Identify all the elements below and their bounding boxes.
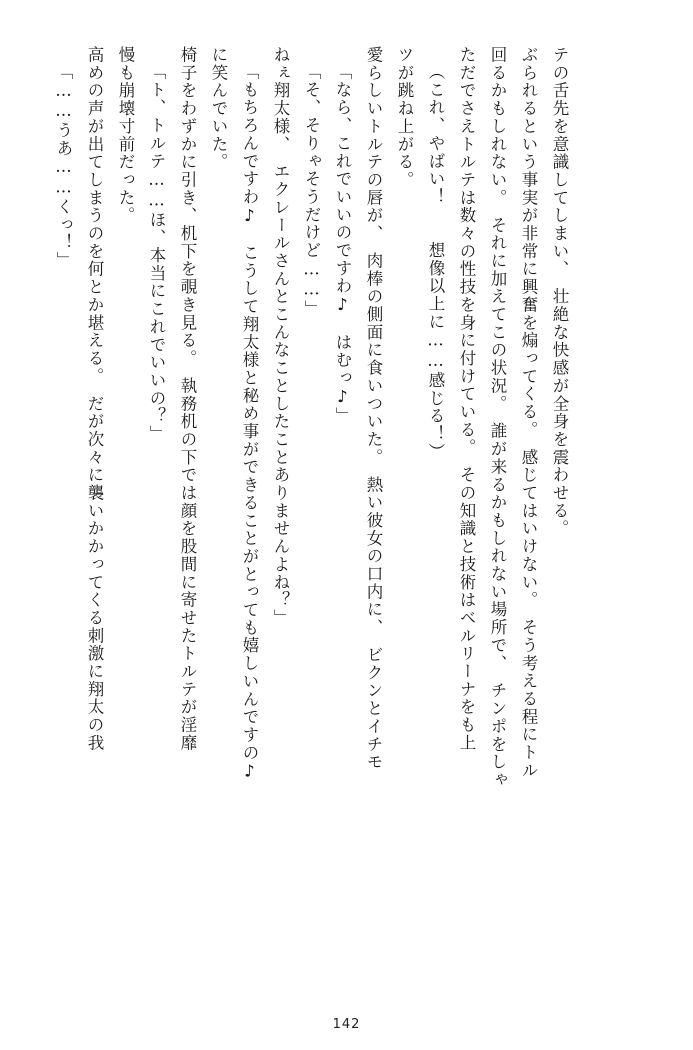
text-column: （これ、やばい！ 想像以上に……感じる！） bbox=[426, 63, 445, 461]
text-column: テの舌先を意識してしまい、 壮絶な快感が全身を震わせる。 bbox=[550, 46, 569, 538]
text-column: 「もちろんですわ♪ こうして翔太様と秘め事ができることがとっても嬉しいんですの♪ bbox=[240, 63, 259, 782]
page-number: 142 bbox=[332, 1017, 361, 1032]
text-column: ただでさえトルテは数々の性技を身に付けている。 その知識と技術はベルリーナをも上 bbox=[457, 46, 476, 752]
text-column: 椅子をわずかに引き、机下を覗き見る。 執務机の下では顔を股間に寄せたトルテが淫靡 bbox=[178, 46, 197, 752]
text-column: 「ト、トルテ……ほ、本当にこれでいいの？」 bbox=[147, 63, 166, 443]
text-column: に笑んでいた。 bbox=[209, 46, 228, 171]
text-column: ツが跳ね上がる。 bbox=[395, 46, 414, 189]
text-column: ねぇ翔太様、 エクレールさんとこんなことしたことありませんよね？」 bbox=[271, 46, 290, 627]
text-column: 「……うあ……くっ！」 bbox=[54, 63, 73, 270]
text-column: 慢も崩壊寸前だった。 bbox=[116, 46, 135, 225]
vertical-text-body bbox=[40, 46, 653, 986]
text-column: 回るかもしれない。 それに加えてこの状況。 誰が来るかもしれない場所で、 チンポをしゃ bbox=[488, 46, 507, 789]
text-column: 高めの声が出てしまうのを何とか堪える。 だが次々に襲いかかってくる刺激に翔太の我 bbox=[85, 46, 104, 752]
text-column: 愛らしいトルテの唇が、 肉棒の側面に食いついた。 熱い彼女の口内に、 ビクンとイチモ bbox=[364, 46, 383, 771]
text-column: ぶられるという事実が非常に興奮を煽ってくる。 感じてはいけない。 そう考える程にトル bbox=[519, 46, 538, 780]
text-column: 「なら、これでいいのですわ♪ はむっ♪」 bbox=[333, 63, 352, 425]
text-column: 「そ、そりゃそうだけど……」 bbox=[302, 63, 321, 318]
